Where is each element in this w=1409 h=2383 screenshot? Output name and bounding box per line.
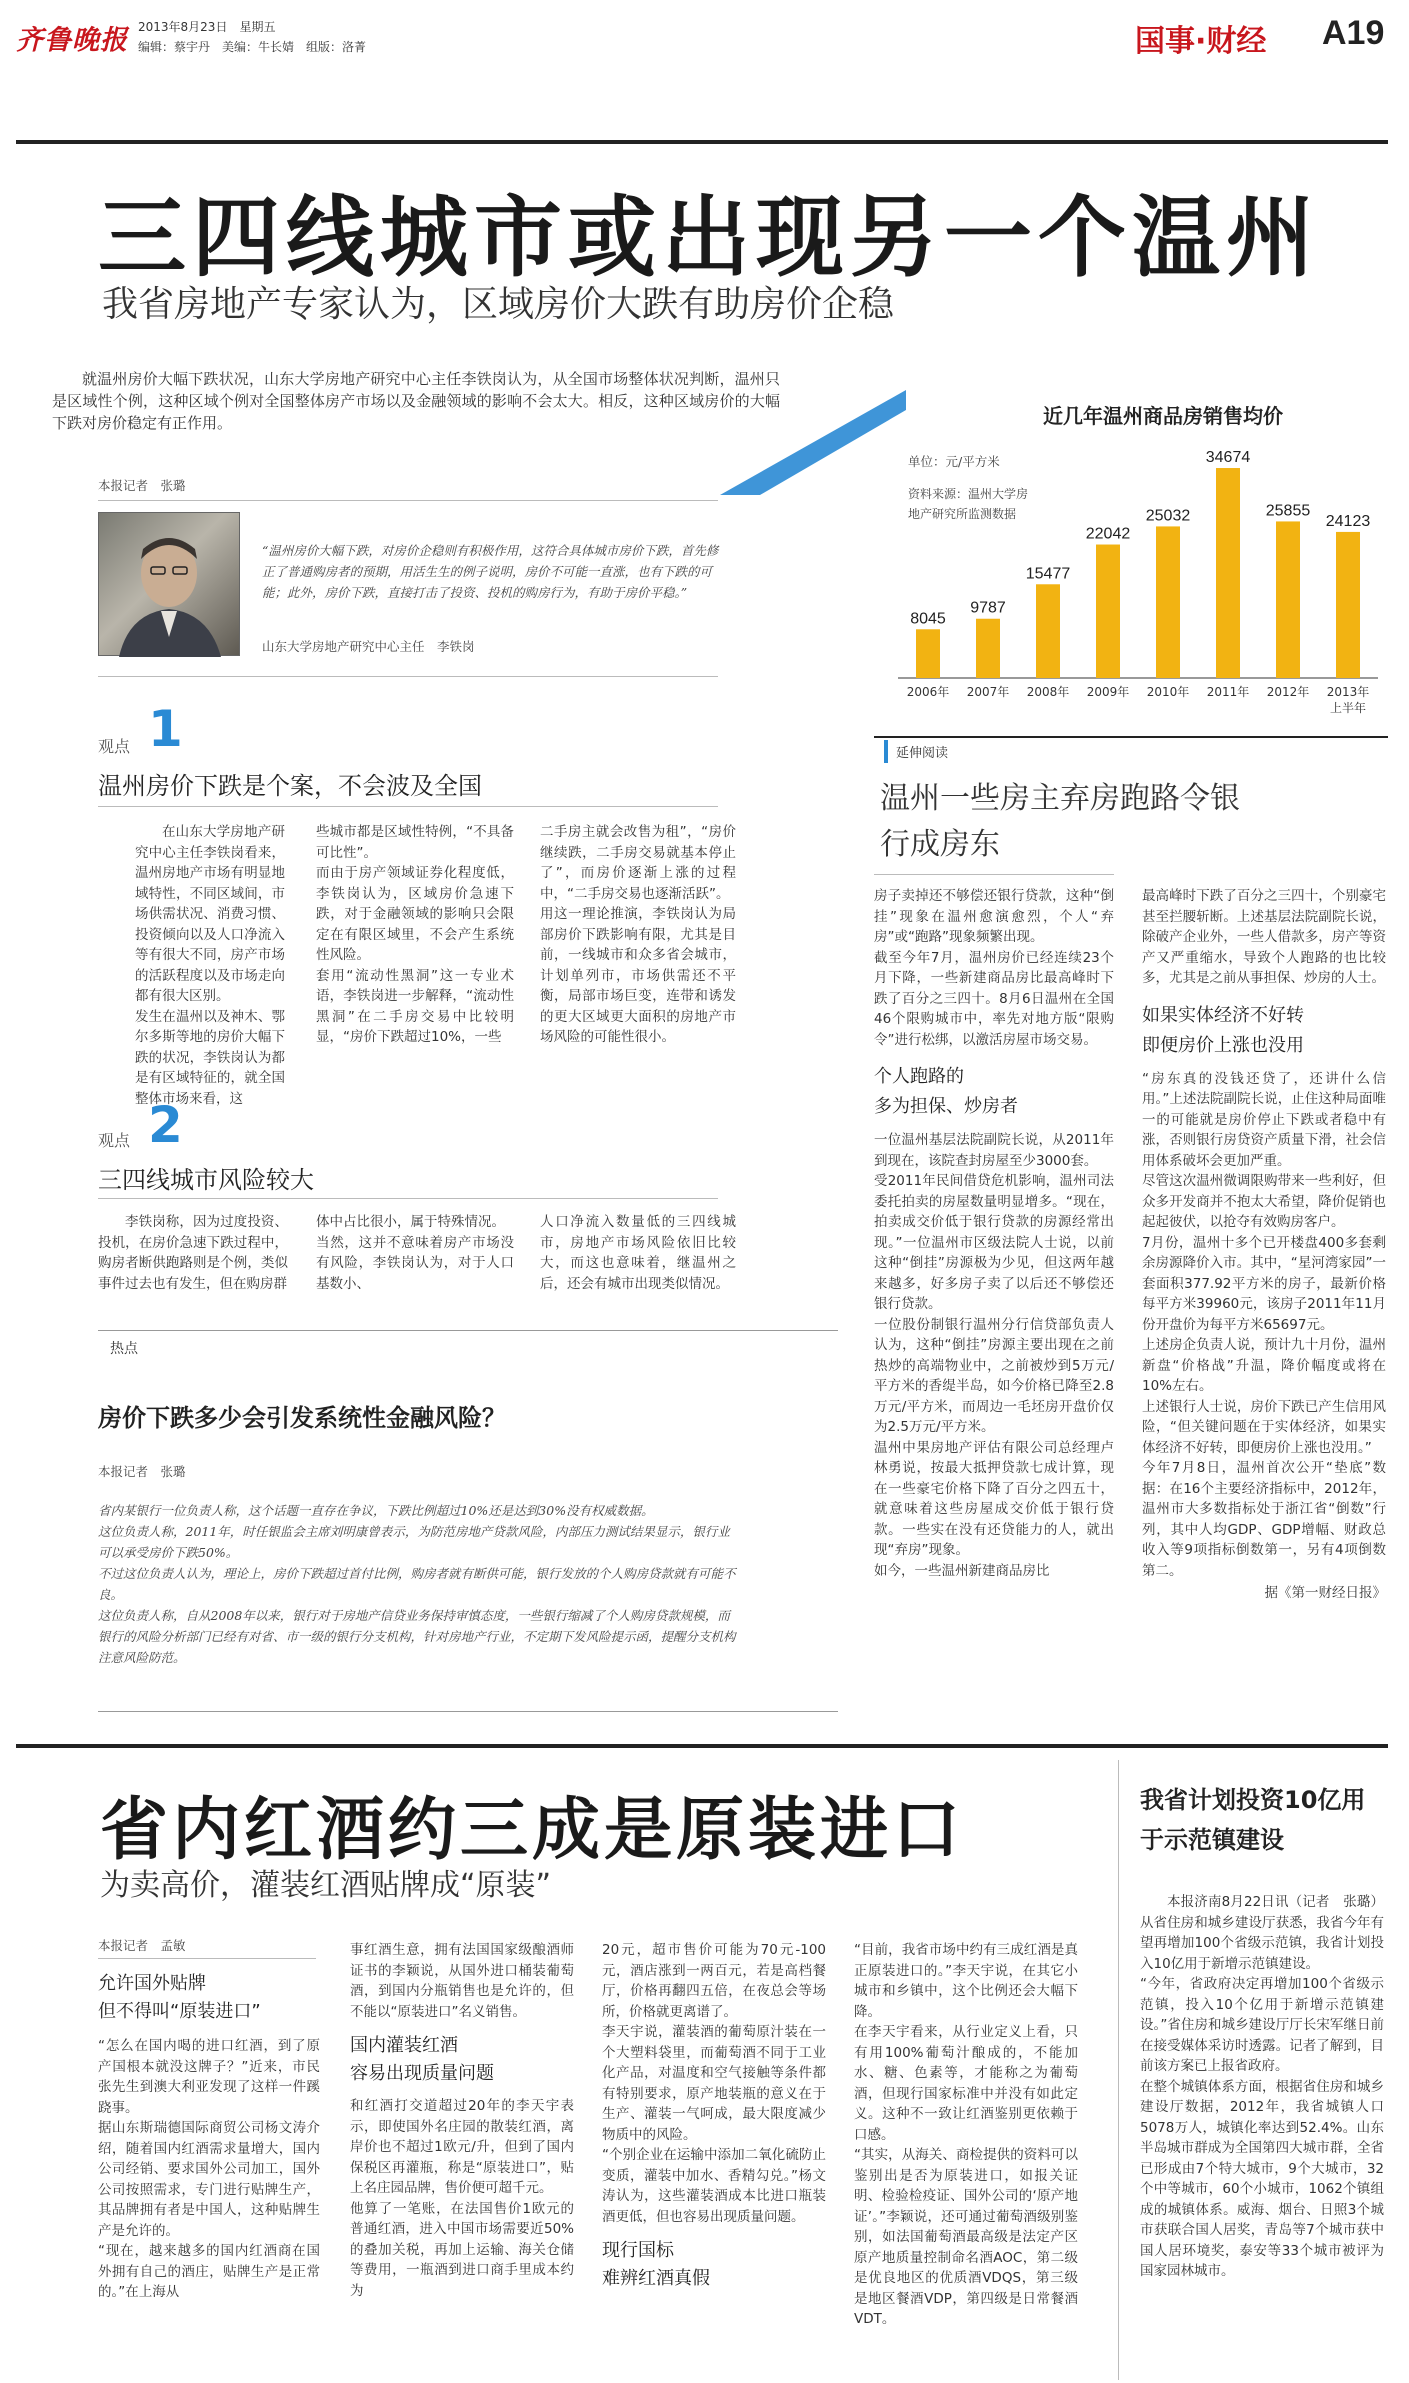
- story2-column-2: [350, 1940, 574, 2380]
- extended-col2a: 最高峰时下跌了百分之三四十，个别豪宅甚至拦腰斩断。上述基层法院副院长说，除破产企业外，一些人借款多，房产等资产又严重缩水，导致个人跑路的也比较多，尤其是之前从事担保、炒房的人士。: [1142, 888, 1386, 986]
- x-tick-label: 2009年: [1086, 685, 1130, 699]
- extended-tag: 延伸阅读: [884, 740, 956, 763]
- extended-column-2: [1142, 886, 1386, 2046]
- hotspot-byline: 本报记者 张璐: [98, 1464, 186, 1479]
- story3-divider: [1118, 1760, 1119, 2380]
- chart-bar: [1276, 521, 1300, 678]
- hotspot-body-text: 省内某银行一位负责人称，这个话题一直存在争议，下跌比例超过10%还是达到30%没有权威数据。 这位负责人称，2011年，时任银监会主席刘明康曾表示，为防范房地产贷款风险，内部压力测试结果显示，银行业可以承受房价下跌50%。 不过这位负责人认为，理论上，房价下跌超过首付比例，购房者就有断供可能，银行发放的个人购房贷款就有可能不良。 这位负责人称，自从2008年以来，银行对于房地产信贷业务保持审慎态度，一些银行缩减了个人购房贷款规模，而银行的风险分析部门已经有对省、市一级的银行分支机构，针对房地产行业，不定期下发风险提示函，提醒分支机构注意风险防范。: [98, 1503, 736, 1665]
- chart-bar: [976, 619, 1000, 678]
- point2-column-1: [98, 1212, 288, 1304]
- point2-label: 观点: [98, 1131, 131, 1150]
- point1-number: 1: [148, 700, 183, 758]
- x-tick-label: 2006年: [906, 685, 950, 699]
- divider: [874, 874, 1114, 875]
- divider: [98, 1958, 316, 1959]
- story3-headline: 我省计划投资10亿用于示范镇建设: [1140, 1786, 1366, 1854]
- story2-subhead: 为卖高价，灌装红酒贴牌成“原装”: [100, 1868, 552, 1903]
- story2-sub2a: 国内灌装红酒: [350, 2035, 458, 2056]
- masthead-rule: [16, 140, 1388, 144]
- story2-col2b-text: 和红酒打交道超过20年的李天宇表示，即使国外名庄园的散装红酒，离岸价也不超过1欧元/升，但到了国内保税区再灌瓶，称是“原装进口”，贴上名庄园品牌，售价便可超千元。 他算了一笔账，在法国售价1欧元的普通红酒，进入中国市场需要近50%的叠加关税，再加上运输、海关仓储等费用，一瓶酒到进口商手里成本约为: [350, 2098, 574, 2299]
- point1-col1-text: 在山东大学房地产研究中心主任李铁岗看来，温州房地产市场有明显地域特性，不同区域间，市场供需状况、消费习惯、投资倾向以及人口净流入等有很大不同，房产市场的活跃程度以及市场走向都有很大区别。 发生在温州以及神木、鄂尔多斯等地的房价大幅下跌的状况，李铁岗认为都是有区域特征的，就全国整体市场来看，这: [135, 824, 285, 1107]
- point2-col3-text: 人口净流入数量低的三四线城市，房地产市场风险依旧比较大，而这也意味着，继温州之后，还会有城市出现类似情况。: [540, 1214, 736, 1292]
- page-number: A19: [1322, 14, 1385, 52]
- point2-column-2: [316, 1212, 514, 1304]
- chart-bar: [1216, 468, 1240, 678]
- extended-subhead-4: 即便房价上涨也没用: [1142, 1034, 1304, 1056]
- extended-col1a: 房子卖掉还不够偿还银行贷款，这种“倒挂”现象在温州愈演愈烈，个人“弃房”或“跑路”现象频繁出现。 截至今年7月，温州房价已经连续23个月下降，一些新建商品房比最高峰时下跌了百分之三四十。8月6日温州在全国46个限购城市中，率先对地方版“限购令”进行松绑，以激活房屋市场交易。: [874, 888, 1114, 1048]
- point2-col2-text: 体中占比很小，属于特殊情况。 当然，这并不意味着房产市场没有风险，李铁岗认为，对于人口基数小、: [316, 1214, 514, 1292]
- story2-sub3b: 难辨红酒真假: [602, 2268, 710, 2289]
- x-tick-label: 2011年: [1206, 685, 1250, 699]
- extended-credit: 据《第一财经日报》: [1264, 1585, 1386, 1601]
- divider: [98, 806, 718, 807]
- bar-value-label: 25032: [1145, 507, 1191, 525]
- story2-col2a-text: 事红酒生意，拥有法国国家级酿酒师证书的李颖说，从国外进口桶装葡萄酒，到国内分瓶销售也是允许的，但不能以“原装进口”名义销售。: [350, 1942, 574, 2020]
- chart-bar: [1156, 526, 1180, 678]
- hotspot-tag: 热点: [110, 1341, 138, 1357]
- x-tick-label: 2012年: [1266, 685, 1310, 699]
- divider: [98, 1198, 718, 1199]
- story2-column-1: [98, 1970, 320, 2380]
- chart-bar: [1036, 584, 1060, 678]
- section-rule: [16, 1744, 1388, 1748]
- portrait-icon: [99, 513, 241, 657]
- masthead-date: 2013年8月23日 星期五: [138, 20, 276, 34]
- chart-unit: 单位：元/平方米: [908, 454, 1000, 469]
- bar-value-label: 24123: [1325, 512, 1371, 530]
- story2-col1-text: “怎么在国内喝的进口红酒，到了原产国根本就没这牌子？”近来，市民张先生到澳大利亚发现了这样一件蹊跷事。 据山东斯瑞德国际商贸公司杨文涛介绍，随着国内红酒需求量增大，国内公司经销、要求国外公司加工，国外公司按照需求，专门进行贴牌生产，其品牌拥有者是中国人，这种贴牌生产是允许的。 “现在，越来越多的国内红酒商在国外拥有自己的酒庄，贴牌生产是正常的。”在上海从: [98, 2038, 320, 2300]
- story2-headline: 省内红酒约三成是原装进口: [100, 1791, 965, 1870]
- expert-photo: [98, 512, 240, 656]
- point1-column-3: [540, 822, 736, 1098]
- point2-number: 2: [148, 1096, 183, 1154]
- x-tick-label: 2013年上半年: [1326, 685, 1370, 715]
- story3-body: [1140, 1892, 1384, 2380]
- bar-value-label: 25855: [1265, 502, 1311, 520]
- price-bar-chart: [880, 440, 1380, 740]
- bar-value-label: 15477: [1025, 565, 1071, 583]
- chart-source: 资料来源：温州大学房地产研究所监测数据: [908, 487, 1029, 521]
- expert-quote: “温州房价大幅下跌，对房价企稳则有积极作用，这符合具体城市房价下跌，首先修正了普通购房者的预期，用活生生的例子说明，房价不可能一直涨，也有下跌的可能；此外，房价下跌，直接打击了投资、投机的购房行为，有助于房价平稳。”: [262, 543, 719, 600]
- masthead: [0, 0, 1409, 70]
- extended-col2b: “房东真的没钱还贷了，还讲什么信用。”上述法院副院长说，止住这种局面唯一的可能就是房价停止下跌或者稳中有涨，否则银行房贷资产质量下滑，社会信用体系破坏会更加严重。 尽管这次温州微调限购带来一些利好，但众多开发商并不抱太大希望，降价促销也起起彼伏，以抢夺有效购房客户。 7月份，温州十多个已开楼盘400多套剩余房源降价入市。其中，“星河湾家园”一套面积377.92平方米的房子，最新价格每平方米39960元，该房子2011年11月份开盘价为每平方米65697元。 上述房企负责人说，预计九十月份，温州新盘“价格战”升温，降价幅度或将在10%左右。 上述银行人士说，房价下跌已产生信用风险，“但关键问题在于实体经济，如果实体经济不好转，即便房价上涨也没用。” 今年7月8日，温州首次公开“垫底”数据：在16个主要经济指标中，2012年，温州市大多数指标处于浙江省“倒数”行列，其中人均GDP、GDP增幅、财政总收入等9项指标倒数第一，另有4项倒数第二。: [1142, 1070, 1386, 1579]
- point1-title: 温州房价下跌是个案，不会波及全国: [98, 772, 482, 800]
- chart-title: 近几年温州商品房销售均价: [1043, 404, 1283, 428]
- masthead-editors: 编辑：蔡宇丹 美编：牛长婧 组版：洛菁: [138, 40, 367, 54]
- bar-value-label: 22042: [1085, 525, 1131, 543]
- newspaper-logo: 齐鲁晚报: [16, 25, 128, 56]
- bar-value-label: 9787: [970, 599, 1006, 617]
- story1-byline: 本报记者 张璐: [98, 478, 186, 493]
- point2-col1-text: 李铁岗称，因为过度投资、投机，在房价急速下跌过程中，购房者断供跑路则是个例，类似事件过去也有发生，但在购房群: [98, 1214, 288, 1292]
- hotspot-body: [98, 1500, 738, 1700]
- quote-source: 山东大学房地产研究中心主任 李铁岗: [262, 639, 475, 654]
- story1-lede: 就温州房价大幅下跌状况，山东大学房地产研究中心主任李铁岗认为，从全国市场整体状况判断，温州只是区域性个例，这种区域个例对全国整体房产市场以及金融领域的影响不会太大。相反，这种区域房价的大幅下跌对房价稳定有正作用。: [52, 370, 780, 432]
- story2-sub1b: 但不得叫“原装进口”: [98, 2001, 261, 2022]
- chart-bar: [916, 629, 940, 678]
- story1-headline: 三四线城市或出现另一个温州: [98, 186, 1321, 289]
- point1-column-2: [316, 822, 514, 1098]
- bar-value-label: 34674: [1205, 449, 1251, 467]
- point2-title: 三四线城市风险较大: [98, 1166, 314, 1194]
- hotspot-headline: 房价下跌多少会引发系统性金融风险？: [98, 1404, 506, 1432]
- divider: [98, 676, 718, 677]
- story2-column-3: [602, 1940, 826, 2380]
- story2-sub1a: 允许国外贴牌: [98, 1973, 206, 1994]
- chart-bottom-rule: [874, 736, 1388, 738]
- divider: [98, 500, 718, 501]
- x-tick-label: 2010年: [1146, 685, 1190, 699]
- extended-headline: 温州一些房主弃房跑路令银行成房东: [880, 781, 1240, 862]
- chart-bar: [1336, 532, 1360, 678]
- story2-byline: 本报记者 孟敏: [98, 1938, 186, 1953]
- point1-col3-text: 二手房主就会改售为租”，“房价继续跌，二手房交易就基本停止了”，而房价逐渐上涨的过程中，“二手房交易也逐渐活跃”。 用这一理论推演，李铁岗认为局部房价下跌影响有限，尤其是目前，一线城市和众多省会城市，计划单列市，市场供需还不平衡，局部市场巨变，连带和诱发的更大区域更大面积的房地产市场风险的可能性很小。: [540, 824, 736, 1045]
- point1-col2-text: 些城市都是区域性特例，“不具备可比性”。 而由于房产领域证券化程度低，李铁岗认为，区域房价急速下跌，对于金融领域的影响只会限定在有限区域里，不会产生系统性风险。 套用“流动性黑洞”这一专业术语，李铁岗进一步解释，“流动性黑洞”在二手房交易中比较明显，“房价下跌超过10%，一些: [316, 824, 514, 1045]
- story2-sub3a: 现行国标: [602, 2240, 674, 2261]
- extended-subhead-3: 如果实体经济不好转: [1142, 1004, 1304, 1026]
- point2-column-3: [540, 1212, 736, 1304]
- story2-col3-text: 20元，超市售价可能为70元-100元，酒店涨到一两百元，若是高档餐厅，价格再翻四五倍，在夜总会等场所，价格就更离谱了。 李天宇说，灌装酒的葡萄原汁装在一个大塑料袋里，而葡萄酒不同于工业化产品，对温度和空气接触等条件都有特别要求，原产地装瓶的意义在于生产、灌装一气呵成，最大限度减少物质中的风险。 “个别企业在运输中添加二氧化硫防止变质，灌装中加水、香精勾兑。”杨文涛认为，这些灌装酒成本比进口瓶装酒更低，但也容易出现质量问题。: [602, 1942, 826, 2225]
- extended-col1b: 一位温州基层法院副院长说，从2011年到现在，该院查封房屋至少3000套。 受2011年民间借贷危机影响，温州司法委托拍卖的房屋数量明显增多。“现在，拍卖成交价低于银行贷款的房源经常出现。”一位温州市区级法院人士说，以前这种“倒挂”房源极为少见，但这两年越来越多，好多房子卖了以后还不够偿还银行贷款。 一位股份制银行温州分行信贷部负责人认为，这种“倒挂”房源主要出现在之前热炒的高端物业中，之前被炒到5万元/平方米的香缇半岛，如今价格已降至2.8万元/平方米，而周边一毛坯房开盘价仅为2.5万元/平方米。 温州中果房地产评估有限公司总经理卢林勇说，按最大抵押贷款七成计算，现在一些豪宅价格下降了百分之四五十，就意味着这些房屋成交价低于银行贷款。一些实在没有还贷能力的人，就出现“弃房”现象。 如今，一些温州新建商品房比: [874, 1132, 1114, 1579]
- point1-label: 观点: [98, 737, 131, 756]
- extended-subhead-2: 多为担保、炒房者: [874, 1096, 1018, 1117]
- story3-body-text: 本报济南8月22日讯（记者 张璐）从省住房和城乡建设厅获悉，我省今年有望再增加100个省级示范镇，我省计划投入10亿用于新增示范镇建设。 “今年，省政府决定再增加100个省级示范镇，投入10个亿用于新增示范镇建设。”省住房和城乡建设厅厅长宋军继日前在接受媒体采访时透露。记者了解到，目前该方案已上报省政府。 在整个城镇体系方面，根据省住房和城乡建设厅数据，2012年，我省城镇人口5078万人，城镇化率达到52.4%。山东半岛城市群成为全国第四大城市群，全省已形成由7个特大城市，9个大城市，32个中等城市，60个小城市，1062个镇组成的城镇体系。威海、烟台、日照3个城市获联合国人居奖，青岛等7个城市获中国人居环境奖，泰安等33个城市被评为国家园林城市。: [1140, 1894, 1384, 2279]
- story2-col4-text: “目前，我省市场中约有三成红酒是真正原装进口的。”李天宇说，在其它小城市和乡镇中，这个比例还会大幅下降。 在李天宇看来，从行业定义上看，只有用100%葡萄汁酿成的，不能加水、糖、色素等，才能称之为葡萄酒，但现行国家标准中并没有如此定义。这种不一致让红酒鉴别更依赖于口感。 “其实，从海关、商检提供的资料可以鉴别出是否为原装进口，如报关证明、检验检疫证、国外公司的‘原产地证’。”李颖说，还可通过葡萄酒级别鉴别，如法国葡萄酒最高级是法定产区原产地质量控制命名酒AOC，第二级是优良地区的优质酒VDQS，第三级是地区餐酒VDP，第四级是日常餐酒VDT。: [854, 1942, 1078, 2327]
- x-tick-label: 2008年: [1026, 685, 1070, 699]
- section-label: 国事·财经: [1135, 24, 1267, 59]
- chart-bar: [1096, 545, 1120, 678]
- story2-column-4: [854, 1940, 1078, 2380]
- x-tick-label: 2007年: [966, 685, 1010, 699]
- point1-column-1: [135, 822, 285, 1107]
- story2-sub2b: 容易出现质量问题: [350, 2063, 494, 2084]
- story1-subhead: 我省房地产专家认为，区域房价大跌有助房价企稳: [102, 284, 895, 325]
- bar-value-label: 8045: [910, 610, 946, 628]
- extended-subhead-1: 个人跑路的: [874, 1066, 964, 1087]
